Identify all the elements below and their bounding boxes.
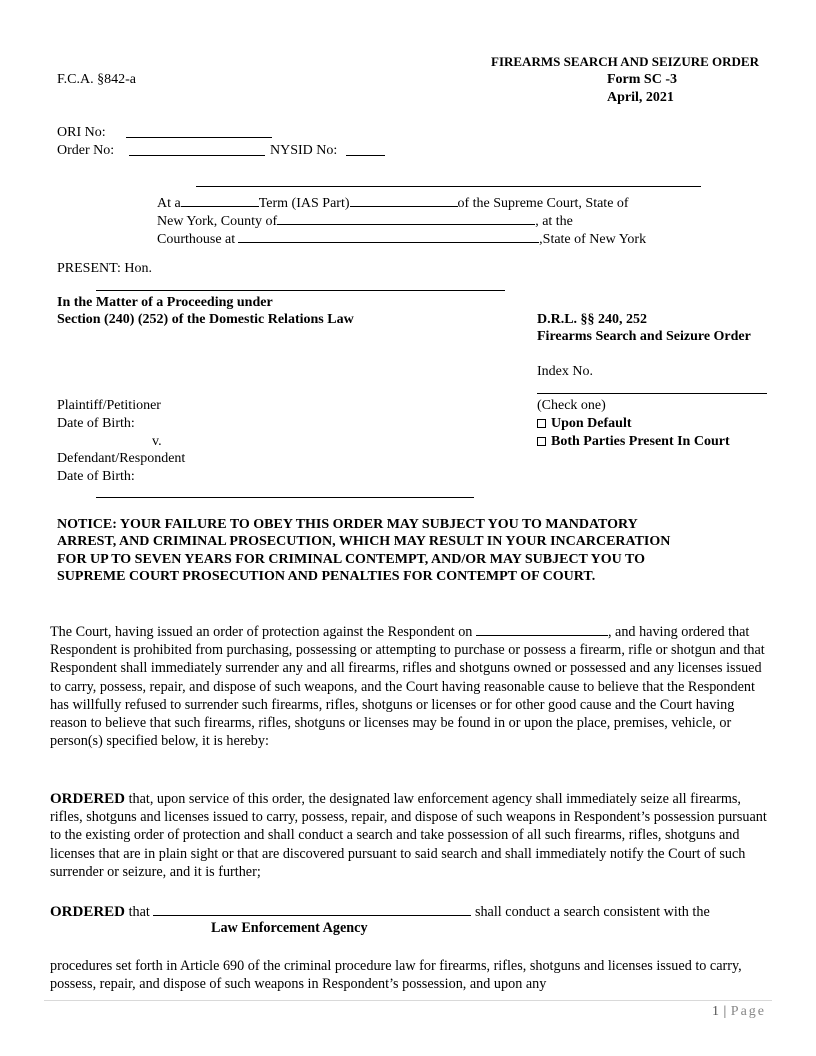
seizure-order-paragraph: ORDERED that, upon service of this order, the designated law enforcement agency shall immediately seize all firearms, rifles, shotguns and licenses issued to carry, possess, repair, and dispose of such weapons in Respondent’s possession pursuant to the existing order of protection and shall conduct a search and take possession of all such firearms, rifles, shotguns and licenses that are in plain sight or that are discovered pursuant to said search and shall immediately notify the Court of such surrender or seizure, and it is further;	[50, 791, 767, 880]
court-line-3: Courthouse at ,State of New York	[157, 229, 646, 248]
defendant-dob-label: Date of Birth:	[57, 469, 135, 484]
court-line-1: At a Term (IAS Part) of the Supreme Court, State of	[157, 193, 629, 212]
page-number: 1	[711, 1004, 720, 1019]
both-parties-checkbox[interactable]	[537, 437, 546, 446]
matter-line-1: In the Matter of a Proceeding under	[57, 295, 273, 310]
part-field[interactable]	[350, 193, 458, 207]
nysid-label: NYSID No:	[270, 143, 338, 158]
court-heading-line	[196, 186, 701, 187]
versus-label: v.	[152, 434, 162, 449]
page-separator: |	[719, 1004, 731, 1019]
courthouse-field[interactable]	[238, 229, 539, 243]
form-number: Form SC -3	[607, 72, 677, 87]
caption-bottom-line	[96, 497, 474, 498]
plaintiff-label: Plaintiff/Petitioner	[57, 398, 161, 413]
option-upon-default[interactable]: Upon Default	[537, 415, 632, 432]
judge-name-field[interactable]	[96, 290, 505, 291]
protection-order-date-field[interactable]	[476, 622, 608, 636]
nysid-field[interactable]	[346, 155, 385, 156]
ori-field[interactable]	[126, 137, 272, 138]
agency-caption: Law Enforcement Agency	[211, 920, 368, 936]
index-number-field[interactable]	[537, 393, 767, 394]
index-number-label: Index No.	[537, 364, 593, 379]
upon-default-checkbox[interactable]	[537, 419, 546, 428]
order-title: FIREARMS SEARCH AND SEIZURE ORDER	[491, 54, 759, 69]
term-field[interactable]	[181, 193, 259, 207]
page-label: Page	[730, 1004, 766, 1019]
ori-label: ORI No:	[57, 125, 106, 140]
procedures-paragraph: procedures set forth in Article 690 of the criminal procedure law for firearms, rifles, shotguns and licenses issued to carry, possess, repair, and dispose of such weapons in Respondent’s possession, and upon any	[50, 958, 742, 993]
findings-paragraph: The Court, having issued an order of protection against the Respondent on , and having ordered that Respondent is prohibited from purchasing, possessing or attempting to purchase or possess a firearm, rifle or shotgun and that Respondent shall immediately surrender any and all firearms, rifles and shotguns owned or possessed and any licenses issued to carry, possess, repair, and dispose of such weapons, and the Court having reasonable cause to believe that the Respondent has willfully refused to surrender such firearms, rifles, shotguns or licenses or for other good cause and the Court having reason to believe that such firearms, rifles, shotguns or licenses may be found in or upon the place, premises, vehicle, or person(s) specified below, it is hereby:	[50, 624, 765, 750]
page-footer	[712, 1004, 766, 1020]
contempt-notice: NOTICE: YOUR FAILURE TO OBEY THIS ORDER MAY SUBJECT YOU TO MANDATORY ARREST, AND CRIMINAL PROSECUTION, WHICH MAY RESULT IN YOUR INCARCERATION FOR UP TO SEVEN YEARS FOR CRIMINAL CONTEMPT, AND/OR MAY SUBJECT YOU TO SUPREME COURT PROSECUTION AND PENALTIES FOR CONTEMPT OF COURT.	[57, 517, 671, 585]
footer-divider	[44, 1000, 772, 1001]
court-line-2: New York, County of , at the	[157, 211, 573, 230]
law-enforcement-agency-field[interactable]	[153, 902, 471, 916]
defendant-label: Defendant/Respondent	[57, 451, 186, 466]
statute-reference: F.C.A. §842-a	[57, 72, 136, 87]
search-order-line: ORDERED that shall conduct a search consistent with the	[50, 904, 710, 920]
matter-line-2: Section (240) (252) of the Domestic Relations Law	[57, 312, 354, 327]
plaintiff-dob-label: Date of Birth:	[57, 416, 135, 431]
order-number-label: Order No:	[57, 143, 115, 158]
check-one-label: (Check one)	[537, 398, 606, 413]
order-number-field[interactable]	[129, 155, 265, 156]
present-judge-label: PRESENT: Hon.	[57, 261, 152, 276]
county-field[interactable]	[277, 211, 535, 225]
form-date: April, 2021	[607, 90, 674, 105]
drl-reference: D.R.L. §§ 240, 252	[537, 312, 648, 327]
option-both-parties-present[interactable]: Both Parties Present In Court	[537, 433, 730, 450]
order-type-title: Firearms Search and Seizure Order	[537, 329, 751, 344]
